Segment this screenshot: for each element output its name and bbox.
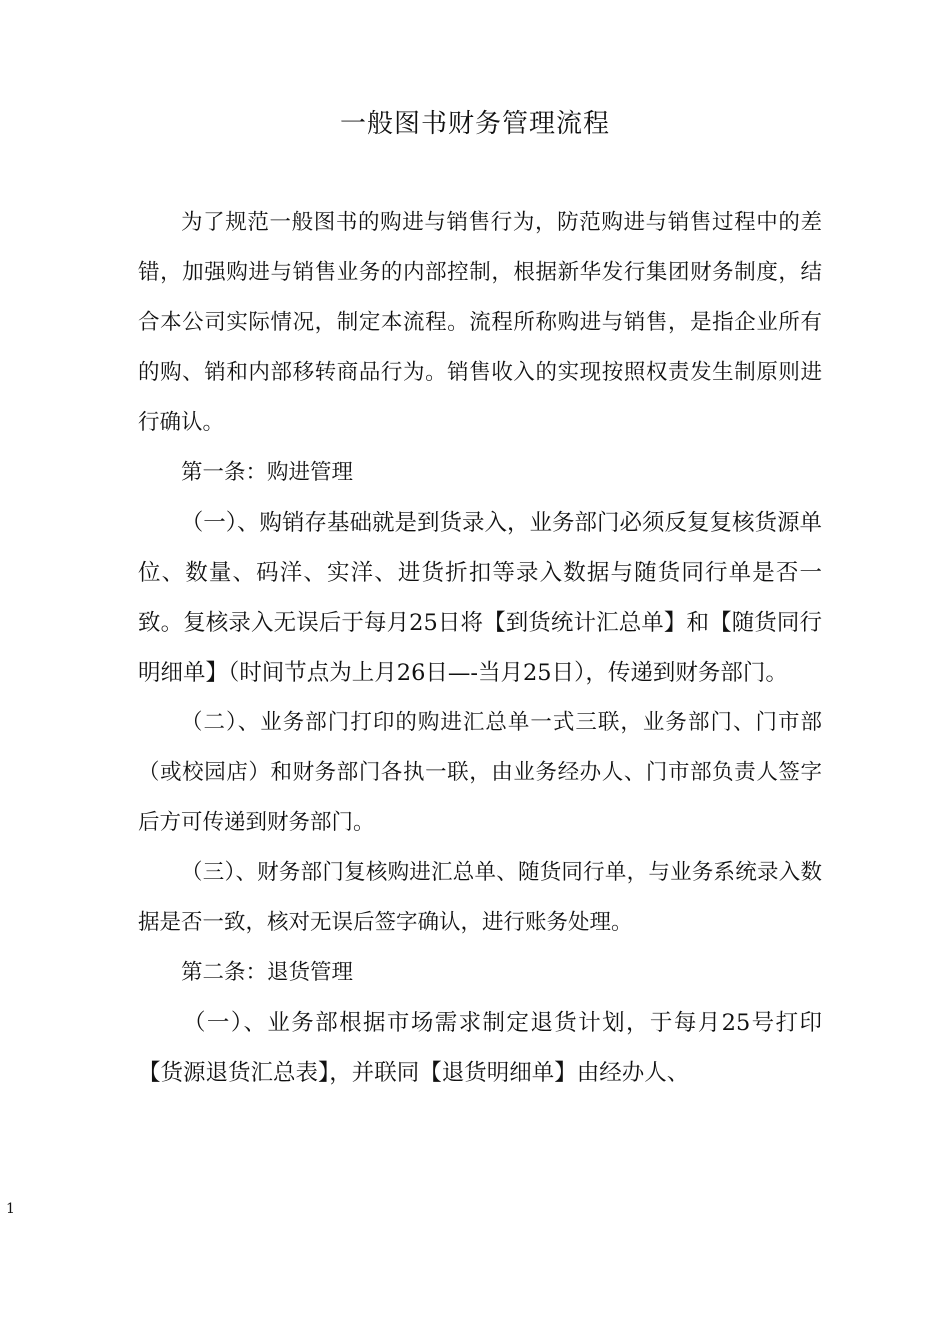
returns-clause-1: （一）、业务部根据市场需求制定退货计划，于每月25号打印【货源退货汇总表】，并联同【退货明细单】由经办人、	[138, 1010, 822, 1086]
document-title: 一般图书财务管理流程	[339, 109, 610, 139]
purchase-clause-2: （二）、业务部门打印的购进汇总单一式三联，业务部门、门市部（或校园店）和财务部门各执一联，由业务经办人、门市部负责人签字后方可传递到财务部门。	[138, 710, 822, 835]
intro-paragraph: 为了规范一般图书的购进与销售行为，防范购进与销售过程中的差错，加强购进与销售业务的内部控制，根据新华发行集团财务制度，结合本公司实际情况，制定本流程。流程所称购进与销售，是指企业所有的购、销和内部移转商品行为。销售收入的实现按照权责发生制原则进行确认。	[138, 210, 822, 435]
purchase-clause-1: （一）、购销存基础就是到货录入，业务部门必须反复复核货源单位、数量、码洋、实洋、进货折扣等录入数据与随货同行单是否一致。复核录入无误后于每月25日将【到货统计汇总单】和【随货同行明细单】（时间节点为上月26日—-当月25日），传递到财务部门。	[138, 510, 823, 686]
section-heading-returns: 第二条：退货管理	[181, 960, 354, 985]
page-number: 1	[6, 1201, 15, 1217]
section-heading-purchase: 第一条：购进管理	[181, 460, 354, 485]
purchase-clause-3: （三）、财务部门复核购进汇总单、随货同行单，与业务系统录入数据是否一致，核对无误后签字确认，进行账务处理。	[138, 860, 822, 935]
document-body	[138, 198, 822, 1098]
